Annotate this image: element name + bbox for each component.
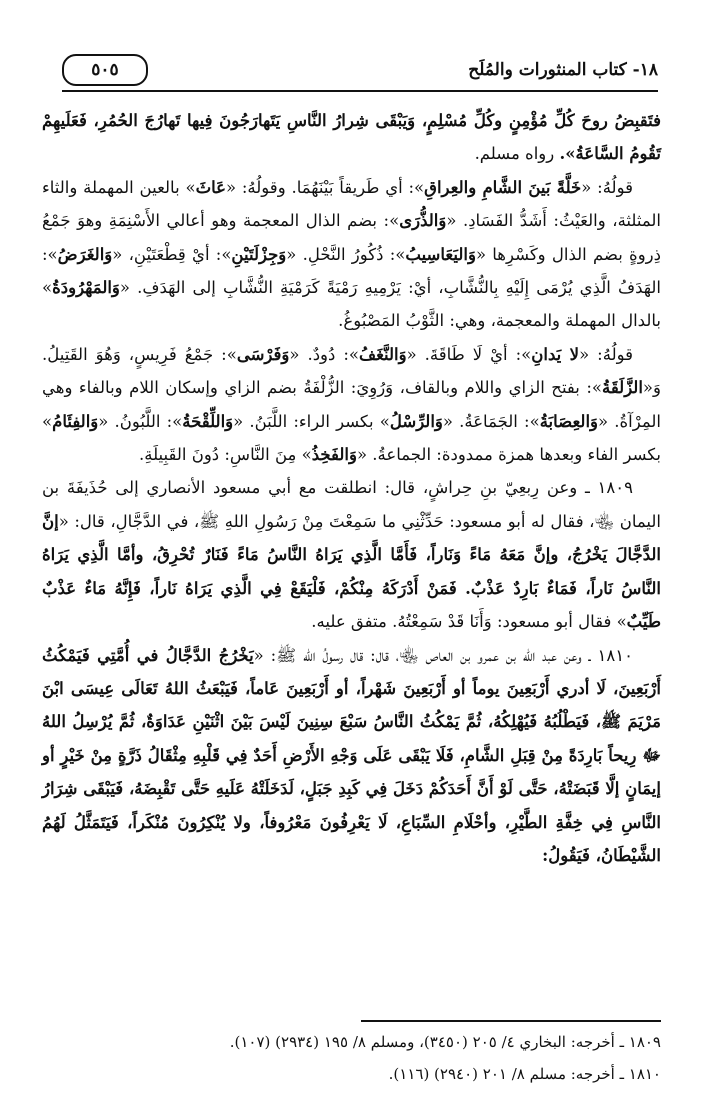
text-segment: ١٨٠٩ ـ وعن رِبعِيّ بنِ حِراشٍ، قال: انطلقت مع أبي مسعود الأنصاري إلى حُذَيفَةَ بن اليمان ﵄، فقال له أبو مسعود: حَدِّثْنِي ما سَمِعْتَ مِنْ رَسُولِ اللهِ ﷺ، في الدَّجَّالِ، قال: « [42, 478, 661, 531]
chapter-title: ١٨- كتاب المنثورات والمُلَح [468, 60, 658, 80]
text-segment: »: الهَدَفُ الَّذِي يُرْمَى إِلَيْهِ بِالنُّشَّابِ، أيْ: يَرْمِيهِ رَمْيَةً كَرَمْيَةِ النُّشَّابِ إلى الهَدَفِ. « [42, 244, 661, 298]
text-segment: ١٨١٠ ـ وعن عبد الله بن عمرو بن العاص ﵄، قال: قال رسولُ الله ﷺ: « [253, 645, 633, 665]
bold-text-segment: وَالنَّغَفُ [358, 344, 407, 364]
footnotes [42, 1026, 661, 1090]
bold-text-segment: يَخْرُجُ الدَّجَّالُ في أُمَّتِي فَيَمْكُثُ أَرْبَعِينَ، لَا أدري أَرْبَعِينَ يوماً أو أَرْبَعِينَ شَهْراً، أو أَرْبَعِينَ عَاماً، فَيَبْعَثُ اللهُ تَعَالَى عِيسَى ابْنَ مَرْيَمَ ﷺ، فَيَطْلُبُهُ فَيُهْلِكُهُ، ثُمَّ يَمْكُثُ النَّاسُ سَبْعَ سِنِينَ لَيْسَ بَيْنَ اثْنَيْنِ عَدَاوَةٌ، ثُمَّ يُرْسِلُ اللهُ ﷻ رِيحاً بَارِدَةً مِنْ قِبَلِ الشَّامِ، فَلَا يَبْقَى عَلَى وَجْهِ الأَرْضِ أَحَدٌ فِي قَلْبِهِ مِثْقَالُ ذَرَّةٍ مِنْ خَيْرٍ أو إيمَانٍ إلَّا قَبَضَتْهُ، حَتَّى لَوْ أَنَّ أَحَدَكُمْ دَخَلَ فِي كَبِدِ جَبَلٍ، لَدَخَلَتْهُ عَلَيهِ حَتَّى تَقْبِضَهُ، فَيَبْقَى شِرَارُ النَّاسِ فِي خِفَّةِ الطَّيْرِ، وأحْلَامِ السِّبَاعِ، لَا يَعْرِفُونَ مَعْرُوفاً، ولا يُنْكِرُونَ مُنْكَراً، فَيَتَمَثَّلُ لَهُمُ الشَّيْطَانُ، فَيَقُولُ: [42, 645, 661, 865]
bold-text-segment: فتَقبِضُ روحَ كُلِّ مُؤْمِنٍ وكُلِّ مُسْلِمٍ، وَيَبْقَى شِرارُ النَّاسِ يَتَهارَجُونَ فِيها تَهارُجَ الحُمُرِ، فَعَلَيهِمْ تَقُومُ السَّاعَةُ». [42, 111, 661, 164]
bold-text-segment: وَالذُّرَى [399, 211, 447, 231]
page-number: ٥٠٥ [62, 54, 148, 86]
bold-text-segment: خَلَّةً بَينَ الشَّامِ والعِراقِ [424, 177, 582, 197]
footnote-divider [361, 1020, 661, 1022]
bold-text-segment: إنَّ الدَّجَّالَ يَخْرُجُ، وإنَّ مَعَهُ مَاءً وَنَاراً، فَأَمَّا الَّذِي يَرَاهُ النَّاسُ مَاءً فَنَارٌ تُحْرِقُ، وأمَّا الَّذِي يَرَاهُ النَّاسُ نَاراً، فَمَاءٌ بَارِدٌ عَذْبٌ. فَمَنْ أَدْرَكَهُ مِنْكُمْ، فَلْيَقَعْ فِي الَّذِي يَرَاهُ نَاراً، فَإِنَّهُ مَاءٌ عَذْبٌ طَيِّبٌ [42, 511, 661, 632]
text-segment: »: أيْ قِطْعَتَيْنِ، « [112, 244, 232, 264]
text-segment: »: ذُكُورُ النَّحْلِ. « [286, 244, 406, 264]
text-segment: »: اللَّبُونُ. « [98, 411, 183, 431]
text-segment: » بالعين المهملة والثاء المثلثة، والعَيْثُ: أَشَدُّ الفَسَادِ. « [42, 177, 661, 231]
text-segment: »: أي طَريقاً بَيْنَهُمَا. وقولُهُ: « [225, 177, 425, 197]
hadith-paragraph [42, 639, 661, 873]
body-text [42, 104, 661, 872]
text-segment: »: بضم الذال المعجمة وهو أعالي الأَسْنِمَةِ وهوَ جَمْعُ ذِروةٍ بضم الذال وكَسْرِها « [42, 211, 661, 264]
bold-text-segment: وَاللِّقْحَةُ [182, 411, 234, 431]
text-segment: » بكسر الفاء وبعدها همزة ممدودة: الجماعةُ. « [42, 411, 661, 465]
text-segment: قولُهُ: « [581, 177, 633, 197]
hadith-paragraph [42, 471, 661, 638]
bold-text-segment: الزَّلَقَةُ [601, 378, 643, 398]
text-segment: »: أيْ لَا طَاقَةَ. « [406, 344, 532, 364]
text-segment: » بكسر الراء: اللَّبَنُ. « [233, 411, 390, 431]
text-segment: »: دُودٌ. « [289, 344, 359, 364]
bold-text-segment: وَفَرْسَى [236, 344, 290, 364]
bold-text-segment: وَالمَهْرُودَةُ [52, 278, 120, 298]
text-segment: » بالدال المهملة والمعجمة، وهي: الثَّوْبُ المَصْبُوغُ. [42, 278, 661, 331]
text-segment: »: الجَمَاعَةُ. « [442, 411, 540, 431]
footnote: ١٨١٠ ـ أخرجه: مسلم ٨/ ٢٠١ (٢٩٤٠) (١١٦). [388, 1065, 661, 1083]
bold-text-segment: عَاثَ [195, 177, 226, 197]
text-segment: »: جَمْعُ فَرِيسٍ، وَهُوَ القَتِيلُ. وَ« [42, 344, 661, 398]
bold-text-segment: لا يَدانِ [531, 344, 580, 364]
bold-text-segment: وَجِزْلَتَيْنِ [231, 244, 287, 264]
bold-text-segment: وَالغَرَضُ [57, 244, 113, 264]
text-segment: »: بفتح الزاي واللام وبالقاف، وَرُوِيَ: الزُّلْفَةُ بضم الزاي وإسكان اللام وبالفاء وهي المِرْآةُ. « [42, 378, 661, 431]
text-segment: قولُهُ: « [579, 344, 634, 364]
bold-text-segment: وَاليَعَاسِيبُ [405, 244, 476, 264]
text-segment: » فقال أبو مسعود: وَأَنَا قَدْ سَمِعْتُهُ. متفق عليه. [311, 612, 627, 632]
bold-text-segment: وَالعِصَابَةُ [539, 411, 599, 431]
paragraph [42, 104, 661, 171]
bold-text-segment: وَالفَخِذُ [311, 445, 357, 465]
footnote: ١٨٠٩ ـ أخرجه: البخاري ٤/ ٢٠٥ (٣٤٥٠)، ومسلم ٨/ ١٩٥ (٢٩٣٤) (١٠٧). [229, 1033, 661, 1051]
bold-text-segment: وَالفِئَامُ [52, 411, 99, 431]
paragraph [42, 338, 661, 472]
text-segment: » مِنَ النَّاسِ: دُونَ القَبِيلَةِ. [138, 445, 312, 465]
paragraph [42, 171, 661, 338]
bold-text-segment: وَالرِّسْلُ [389, 411, 443, 431]
page-header [62, 54, 658, 92]
text-segment: رواه مسلم. [474, 144, 560, 164]
